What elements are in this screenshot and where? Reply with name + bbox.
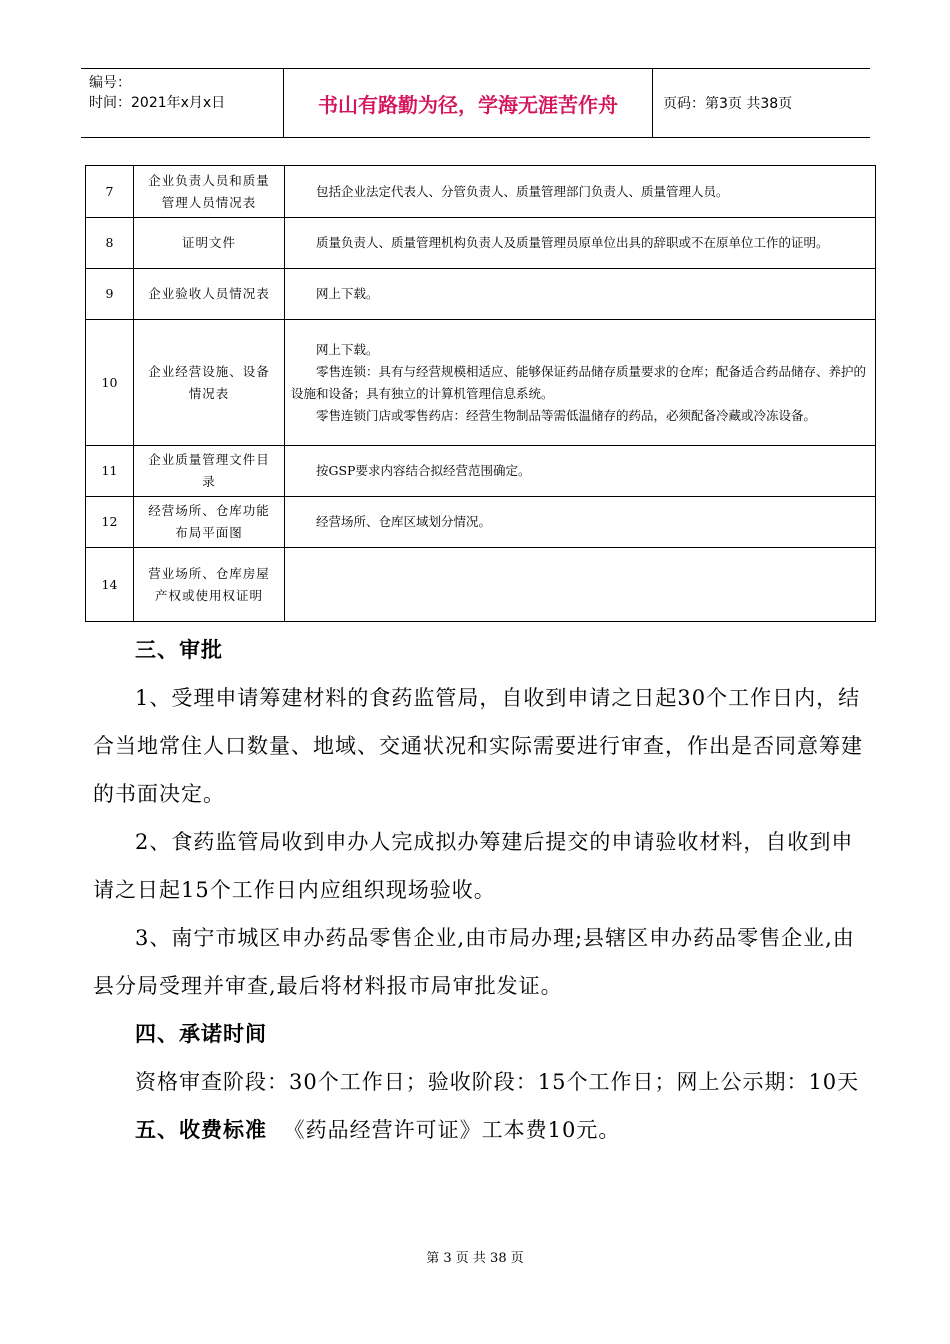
description-line: 按GSP要求内容结合拟经营范围确定。 (316, 463, 531, 478)
description-line: 经营场所、仓库区域划分情况。 (316, 514, 492, 529)
row-description (285, 166, 876, 218)
row-number: 7 (86, 166, 134, 218)
header-motto: 书山有路勤为径，学海无涯苦作舟 (318, 92, 618, 117)
paragraph-2: 2、食药监管局收到申办人完成拟办筹建后提交的申请验收材料，自收到申请之日起15个工作日内应组织现场验收。 (93, 830, 854, 902)
row-number: 10 (86, 320, 134, 446)
table-row (86, 218, 876, 269)
table-row (86, 166, 876, 218)
row-item: 营业场所、仓库房屋产权或使用权证明 (134, 548, 285, 622)
paragraph-4: 资格审查阶段：30个工作日；验收阶段：15个工作日；网上公示期：10天 (135, 1070, 860, 1094)
section-3-title: 三、审批 (135, 638, 223, 662)
header-page-info: 页码：第3页 共38页 (663, 96, 793, 112)
description-line: 质量负责人、质量管理机构负责人及质量管理员原单位出具的辞职或不在原单位工作的证明。 (316, 235, 829, 250)
row-number: 14 (86, 548, 134, 622)
description-line: 网上下载。 (316, 341, 379, 357)
row-number: 12 (86, 497, 134, 548)
table-row (86, 269, 876, 320)
materials-table (85, 165, 876, 622)
row-description (285, 497, 876, 548)
row-description (285, 218, 876, 269)
table-row (86, 548, 876, 622)
header-motto-cell (283, 69, 653, 137)
paragraph-3: 3、南宁市城区申办药品零售企业,由市局办理;县辖区申办药品零售企业,由县分局受理并审查,最后将材料报市局审批发证。 (93, 926, 855, 998)
section-5-title: 五、收费标准 (135, 1118, 267, 1142)
table-row (86, 497, 876, 548)
header-time: 时间：2021年x月x日 (89, 95, 226, 111)
row-description (285, 446, 876, 497)
row-number: 11 (86, 446, 134, 497)
table-row (86, 320, 876, 446)
page-header (81, 68, 870, 138)
description-line: 零售连锁：具有与经营规模相适应、能够保证药品储存质量要求的仓库；配备适合药品储存、养护的设施和设备；具有独立的计算机管理信息系统。 (291, 363, 867, 401)
header-code: 编号： (89, 75, 131, 91)
row-item: 证明文件 (134, 218, 285, 269)
row-item: 企业负责人员和质量管理人员情况表 (134, 166, 285, 218)
row-description (285, 269, 876, 320)
paragraph-1: 1、受理申请筹建材料的食药监管局，自收到申请之日起30个工作日内，结合当地常住人口数量、地域、交通状况和实际需要进行审查，作出是否同意筹建的书面决定。 (93, 686, 863, 806)
document-body (93, 626, 863, 1154)
section-5-text: 《药品经营许可证》工本费10元。 (283, 1118, 621, 1142)
header-meta (81, 69, 283, 137)
description-line: 包括企业法定代表人、分管负责人、质量管理部门负责人、质量管理人员。 (316, 183, 729, 199)
page-footer: 第 3 页 共 38 页 (426, 1251, 524, 1266)
section-4-title: 四、承诺时间 (135, 1022, 267, 1046)
row-description (285, 548, 876, 622)
row-item: 经营场所、仓库功能布局平面图 (134, 497, 285, 548)
table-row (86, 446, 876, 497)
row-item: 企业验收人员情况表 (134, 269, 285, 320)
section-5 (93, 1106, 863, 1154)
description-line: 网上下载。 (316, 286, 379, 301)
row-item: 企业质量管理文件目录 (134, 446, 285, 497)
row-item: 企业经营设施、设备情况表 (134, 320, 285, 446)
row-description (285, 320, 876, 446)
description-line: 零售连锁门店或零售药店：经营生物制品等需低温储存的药品，必须配备冷藏或冷冻设备。 (316, 407, 817, 423)
row-number: 9 (86, 269, 134, 320)
row-number: 8 (86, 218, 134, 269)
